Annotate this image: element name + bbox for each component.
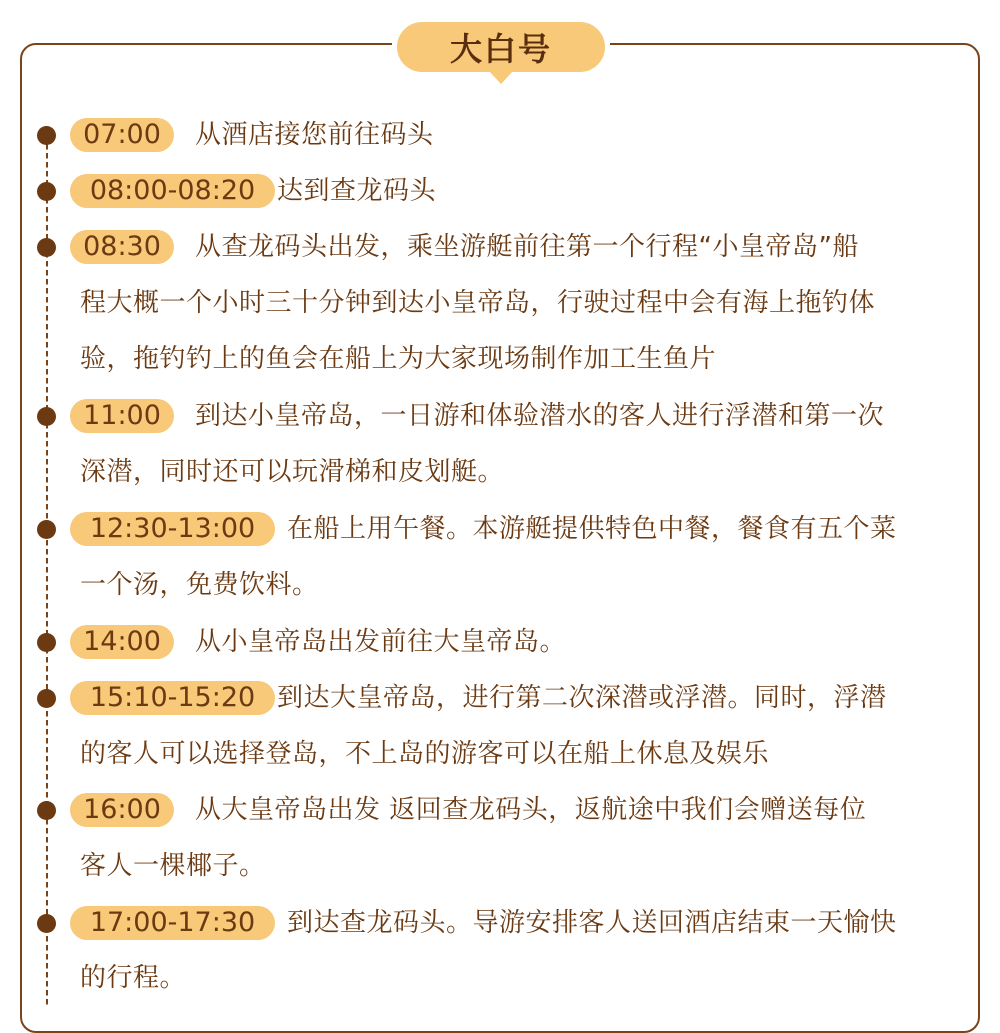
description-line: 从酒店接您前往码头 [195, 120, 434, 150]
description-line: 从查龙码头出发，乘坐游艇前往第一个行程“小皇帝岛”船 [195, 232, 859, 262]
time-badge: 08:00-08:20 [70, 174, 275, 208]
time-badge: 11:00 [70, 399, 174, 433]
description-line: 到达查龙码头。导游安排客人送回酒店结束一天愉快 [287, 908, 897, 938]
time-badge: 16:00 [70, 793, 174, 827]
description-line: 从大皇帝岛出发 返回查龙码头，返航途中我们会赠送每位 [195, 795, 867, 825]
description-line: 验，拖钓钓上的鱼会在船上为大家现场制作加工生鱼片 [80, 344, 717, 374]
description-line: 到达小皇帝岛，一日游和体验潜水的客人进行浮潜和第一次 [195, 401, 885, 431]
timeline-dot [37, 182, 56, 201]
time-badge: 08:30 [70, 230, 174, 264]
description-line: 从小皇帝岛出发前往大皇帝岛。 [195, 627, 567, 657]
description-line: 一个汤，免费饮料。 [80, 570, 319, 600]
description-line: 深潜，同时还可以玩滑梯和皮划艇。 [80, 457, 505, 487]
timeline-dot [37, 689, 56, 708]
timeline-dot [37, 801, 56, 820]
timeline-dot [37, 520, 56, 539]
time-badge: 14:00 [70, 625, 174, 659]
time-badge: 07:00 [70, 118, 174, 152]
description-line: 达到查龙码头 [277, 176, 437, 206]
description-line: 程大概一个小时三十分钟到达小皇帝岛，行驶过程中会有海上拖钓体 [80, 288, 876, 318]
timeline-dot [37, 407, 56, 426]
description-line: 在船上用午餐。本游艇提供特色中餐，餐食有五个菜 [287, 514, 897, 544]
description-line: 到达大皇帝岛，进行第二次深潜或浮潜。同时，浮潜 [277, 683, 887, 713]
time-badge: 15:10-15:20 [70, 681, 275, 715]
timeline-line [46, 135, 48, 1005]
timeline-dot [37, 238, 56, 257]
time-badge: 12:30-13:00 [70, 512, 275, 546]
description-line: 客人一棵椰子。 [80, 851, 266, 881]
description-line: 的客人可以选择登岛，不上岛的游客可以在船上休息及娱乐 [80, 739, 770, 769]
card-title: 大白号 [397, 22, 605, 72]
time-badge: 17:00-17:30 [70, 906, 275, 940]
timeline-dot [37, 126, 56, 145]
description-line: 的行程。 [80, 963, 187, 993]
timeline-dot [37, 914, 56, 933]
timeline-dot [37, 633, 56, 652]
